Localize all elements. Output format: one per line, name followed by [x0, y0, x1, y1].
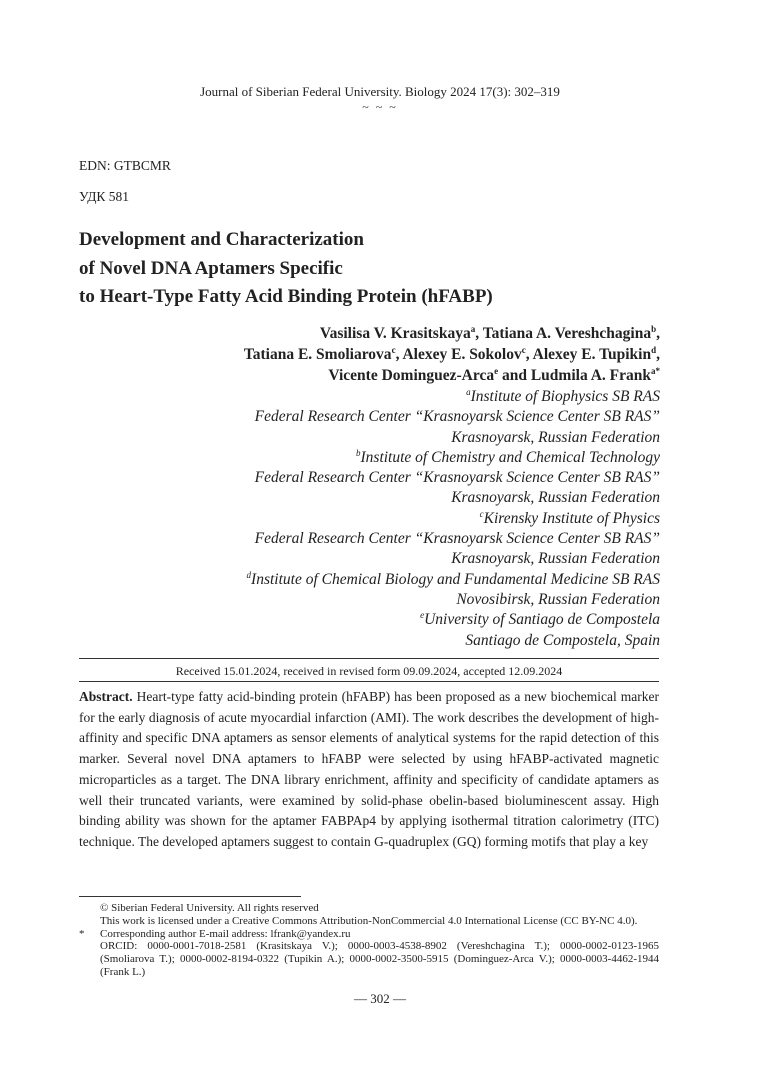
author-affiliation-mark: c [521, 344, 526, 355]
author-name: Alexey E. Sokolov [402, 346, 522, 363]
affiliation-line: Krasnoyarsk, Russian Federation [451, 428, 660, 446]
title-line-1: Development and Characterization [79, 229, 364, 250]
abstract-text: Heart-type fatty acid-binding protein (hFABP) has been proposed as a new biochemical marker for the early diagnosis of acute myocardial infarction (AMI). The work describes the development of high-affinity and specific DNA aptamers as sensor elements of analytical systems for the rapid detection of this marker. Several novel DNA aptamers to hFABP were selected by using hFABP-activated magnetic microparticles as a target. The DNA library enrichment, affinity and specificity of candidate aptamers as well their truncated variants, were examined by solid-phase obelin-based bioluminescent assay. High binding ability was shown for the aptamer FABPAp4 by applying isothermal titration calorimetry (ITC) technique. The developed aptamers suggest to contain G-quadruplex (GQ) forming motifs that play a key [79, 689, 660, 849]
affiliation-mark: c [479, 508, 484, 519]
author-name: Ludmila A. Frank [530, 367, 651, 384]
author-affiliation-mark: a [651, 365, 656, 376]
affiliation-line: Federal Research Center “Krasnoyarsk Science Center SB RAS” [254, 530, 660, 548]
author-name: Vicente Dominguez-Arca [328, 367, 495, 384]
affiliation-mark: d [246, 569, 252, 580]
affiliation-institute: Kirensky Institute of Physics [483, 509, 660, 527]
footnotes [79, 902, 659, 979]
affiliation-institute: Institute of Chemical Biology and Fundamental Medicine SB RAS [251, 570, 660, 588]
affiliations [60, 387, 660, 651]
affiliation-c [60, 509, 660, 529]
affiliation-line: Federal Research Center “Krasnoyarsk Science Center SB RAS” [254, 469, 660, 487]
author-affiliation-mark: e [494, 365, 499, 376]
affiliation-institute: Institute of Chemistry and Chemical Technology [360, 448, 660, 466]
page-number: — 302 — [354, 991, 406, 1006]
footnote-mark: * [79, 927, 85, 940]
affiliation-mark: e [420, 610, 425, 621]
author-affiliation-mark: b [651, 323, 657, 334]
author-name: Tatiana A. Vereshchagina [482, 325, 652, 342]
title-line-3: to Heart-Type Fatty Acid Binding Protein (hFABP) [79, 286, 493, 307]
affiliation-line: Krasnoyarsk, Russian Federation [451, 550, 660, 568]
affiliation-line: Novosibirsk, Russian Federation [456, 590, 660, 608]
affiliation-line: Santiago de Compostela, Spain [465, 631, 660, 649]
author-name: Tatiana E. Smoliarova [243, 346, 392, 363]
abstract [79, 687, 659, 853]
affiliation-mark: b [356, 447, 361, 458]
affiliation-line: Krasnoyarsk, Russian Federation [451, 489, 660, 507]
affiliation-line: Federal Research Center “Krasnoyarsk Science Center SB RAS” [254, 408, 660, 426]
corresponding-author-mark: * [655, 365, 660, 376]
footnote-divider [79, 896, 301, 897]
copyright-note: © Siberian Federal University. All rights reserved [100, 902, 319, 914]
header-ornament: ~ ~ ~ [362, 100, 398, 114]
orcid-note: ORCID: 0000-0001-7018-2581 (Krasitskaya V.); 0000-0003-4538-8902 (Vereshchagina T.); 0000-0002-0123-1965 (Smoliarova T.); 0000-0002-8194-0322 (Tupikin A.); 0000-0002-3500-5915 (Dominguez-Arca V.); 0000-0003-4462-1944 (Frank L.) [100, 940, 659, 978]
author-name: Vasilisa V. Krasitskaya [319, 325, 471, 342]
udk-code: УДК 581 [79, 189, 130, 204]
author-affiliation-mark: a [470, 323, 476, 334]
corresponding-email: Corresponding author E-mail address: lfrank@yandex.ru [100, 927, 351, 940]
author-name: Alexey E. Tupikin [532, 346, 652, 363]
affiliation-b [60, 448, 660, 468]
affiliation-e [60, 610, 660, 630]
author-conjunction: and [501, 367, 527, 384]
affiliation-institute: Institute of Biophysics SB RAS [470, 388, 660, 405]
abstract-label: Abstract. [79, 689, 133, 704]
title-line-2: of Novel DNA Aptamers Specific [79, 257, 343, 279]
license-note: This work is licensed under a Creative Commons Attribution-NonCommercial 4.0 International License (CC BY-NC 4.0). [100, 914, 638, 927]
author-affiliation-mark: d [651, 344, 657, 355]
affiliation-a [60, 387, 660, 407]
received-dates: Received 15.01.2024, received in revised form 09.09.2024, accepted 12.09.2024 [175, 664, 563, 678]
author-affiliation-mark: c [391, 344, 396, 355]
journal-header: Journal of Siberian Federal University. Biology 2024 17(3): 302–319 [200, 84, 560, 99]
article-title [79, 226, 679, 312]
edn-code: EDN: GTBCMR [79, 158, 171, 173]
affiliation-institute: University of Santiago de Compostela [424, 611, 660, 629]
affiliation-d [60, 570, 660, 590]
divider-bottom [79, 681, 659, 682]
corresponding-author-note [79, 928, 659, 941]
author-list: Vasilisa V. Krasitskaya$^a$, Tatiana A. Vereshchagina$^b$, Tatiana E. Smoliarova$^c$, Alexey E. Sokolov$^c$, Alexey E. Tupikin$^d$, Vicente Dominguez-Arca$^e$ and Ludmila A. Frank$^{a*}$ [243, 323, 660, 384]
divider-top [79, 658, 659, 659]
affiliation-mark: a [466, 386, 471, 397]
